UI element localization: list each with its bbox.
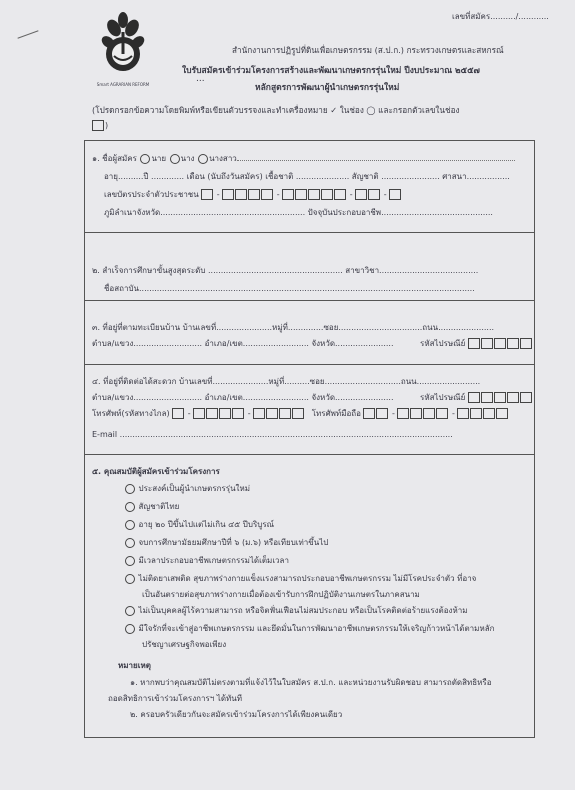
form-subtitle: หลักสูตรการพัฒนาผู้นำเกษตรกรรุ่นใหม่ xyxy=(255,83,400,93)
q6-radio[interactable] xyxy=(125,574,135,584)
title-mrs-radio[interactable] xyxy=(170,154,180,164)
house-zip-field[interactable] xyxy=(468,339,533,348)
q1-radio[interactable] xyxy=(125,484,135,494)
note-1: ๑. หากพบว่าคุณสมบัติไม่ตรงตามที่แจ้งไว้ในใบสมัคร ส.ป.ก. และหน่วยงานรับผิดชอบ สามารถตัดสิทธิหรือ xyxy=(130,678,492,687)
q1-label: ประสงค์เป็นผู้นำเกษตรกรรุ่นใหม่ xyxy=(138,484,250,493)
education-line[interactable]: ๒. สำเร็จการศึกษาขั้นสูงสุดระดับ ..................................................... สาขาวิชา....................................... xyxy=(92,266,479,275)
q8-radio[interactable] xyxy=(125,624,135,634)
q8-continuation: ปรัชญาเศรษฐกิจพอเพียง xyxy=(142,640,227,649)
title-mr-radio[interactable] xyxy=(140,154,150,164)
sprout-logo-icon xyxy=(92,10,154,88)
note-heading: หมายเหตุ xyxy=(118,661,151,670)
q2-radio[interactable] xyxy=(125,502,135,512)
q4-radio[interactable] xyxy=(125,538,135,548)
house-zip-label: รหัสไปรษณีย์ xyxy=(420,339,466,348)
corner-mark xyxy=(17,30,38,38)
q6-continuation: เป็นอันตรายต่อสุขภาพร่างกายเมื่อต้องเข้ารับการฝึกปฏิบัติงานเกษตรในภาคสนาม xyxy=(142,590,420,599)
q2-label: สัญชาติไทย xyxy=(138,502,180,511)
q7-radio[interactable] xyxy=(125,606,135,616)
q8-label: มีใจรักที่จะเข้าสู่อาชีพเกษตรกรรม และยึดมั่นในการพัฒนาอาชีพเกษตรกรรมให้เจริญก้าวหน้าได้ตามหลัก xyxy=(138,624,495,633)
agency-logo xyxy=(92,10,154,88)
instruction-box-icon: ) xyxy=(92,120,108,131)
logo-caption: Smart AGRARIAN REFORM xyxy=(96,82,150,87)
form-title: ใบรับสมัครเข้าร่วมโครงการสร้างและพัฒนาเกษตรกรรุ่นใหม่ ปีงบประมาณ ๒๕๕๗ xyxy=(182,66,480,76)
title-miss-radio[interactable] xyxy=(198,154,208,164)
q3-label: อายุ ๒๐ ปีขึ้นไปแต่ไม่เกิน ๔๕ ปีบริบูรณ์ xyxy=(138,520,275,529)
title-mrs-label: นาง xyxy=(180,154,195,163)
note-2: ๒. ครอบครัวเดียวกันจะสมัครเข้าร่วมโครงการได้เพียงคนเดียว xyxy=(130,710,343,719)
phone-label: โทรศัพท์(รหัสทางไกล) xyxy=(92,409,170,418)
note-1-continuation: ถอดสิทธิการเข้าร่วมโครงการฯ ได้ทันที xyxy=(108,694,243,703)
email-line[interactable]: E-mail ................................................................................................................................... xyxy=(92,430,453,439)
id-card-label: เลขบัตรประจำตัวประชาชน xyxy=(104,190,199,199)
house-subdistrict-line[interactable]: ตำบล/แขวง........................... อำเภอ/เขต.......................... จังหวัด....................... xyxy=(92,339,394,348)
q5-label: มีเวลาประกอบอาชีพเกษตรกรรมได้เต็มเวลา xyxy=(138,556,289,565)
organization-name: สำนักงานการปฏิรูปที่ดินเพื่อเกษตรกรรม (ส.ป.ก.) กระทรวงเกษตรและสหกรณ์ xyxy=(232,45,504,55)
q6-label: ไม่ติดยาเสพติด สุขภาพร่างกายแข็งแรงสามารถประกอบอาชีพเกษตรกรรม ไม่มีโรคประจำตัว ที่อาจ xyxy=(138,574,477,583)
contact-zip-field[interactable] xyxy=(468,393,533,402)
title-miss-label: นางสาว xyxy=(209,154,237,163)
ellipsis-mark: ... xyxy=(196,74,205,84)
institution-line[interactable]: ชื่อสถาบัน.................................................................................................................................... xyxy=(104,284,475,293)
birthplace-line[interactable]: ภูมิลำเนาจังหวัด......................................................... ปัจจุบันประกอบอาชีพ............................................ xyxy=(104,208,493,217)
contact-subdistrict-line[interactable]: ตำบล/แขวง........................... อำเภอ/เขต.......................... จังหวัด....................... xyxy=(92,393,394,402)
q5-radio[interactable] xyxy=(125,556,135,566)
s1-heading: ๑. ชื่อผู้สมัคร xyxy=(92,154,137,163)
mobile-label: โทรศัพท์มือถือ xyxy=(311,409,361,418)
instruction-text: (โปรดกรอกข้อความโดยพิมพ์หรือเขียนตัวบรรจงและทำเครื่องหมาย ✓ ในช่อง ◯ และกรอกตัวเลขในช่อง xyxy=(92,105,460,115)
phone-field[interactable]: - - xyxy=(172,409,305,418)
q4-label: จบการศึกษามัธยมศึกษาปีที่ ๖ (ม.๖) หรือเทียบเท่าขึ้นไป xyxy=(138,538,329,547)
mobile-field[interactable]: - - xyxy=(363,409,509,418)
title-mr-label: นาย xyxy=(151,154,167,163)
contact-address-line[interactable]: ๔. ที่อยู่ที่ติดต่อได้สะดวก บ้านเลขที่......................หมู่ที่..........ซอย..............................ถนน......................... xyxy=(92,377,481,386)
house-address-line[interactable]: ๓. ที่อยู่ที่ตามทะเบียนบ้าน บ้านเลขที่......................หมู่ที่..............ซอย.................................ถนน...................... xyxy=(92,323,495,332)
s5-heading: ๕. คุณสมบัติผู้สมัครเข้าร่วมโครงการ xyxy=(92,467,220,476)
q3-radio[interactable] xyxy=(125,520,135,530)
application-number: เลขที่สมัคร........../............ xyxy=(452,12,549,21)
age-line[interactable]: อายุ..........ปี ............. เดือน (นับถึงวันสมัคร) เชื้อชาติ ..................... สัญชาติ ....................... ศาสนา................. xyxy=(104,172,510,181)
contact-zip-label: รหัสไปรษณีย์ xyxy=(420,393,466,402)
name-field[interactable] xyxy=(237,152,515,161)
q7-label: ไม่เป็นบุคคลผู้ไร้ความสามารถ หรือจิตฟั่นเฟือนไม่สมประกอบ หรือเป็นโรคติดต่อร้ายแรงต้องห้าม xyxy=(138,606,468,615)
id-card-field[interactable]: - - - - xyxy=(201,190,402,199)
